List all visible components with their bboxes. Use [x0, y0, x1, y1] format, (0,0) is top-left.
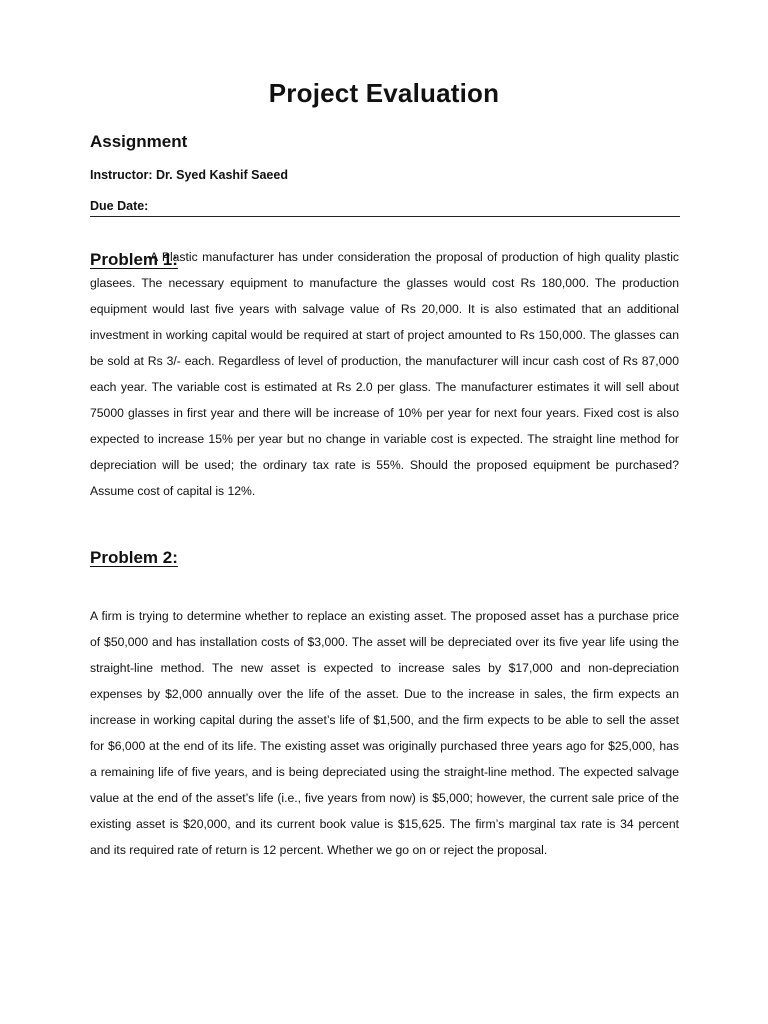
- problem-2-text: A firm is trying to determine whether to replace an existing asset. The proposed asset has a purchase price of $50,000 and has installation costs of $3,000. The asset will be depreciated over its five year life using the straight-line method. The new asset is expected to increase sales by $17,000 and non-depreciation expenses by $2,000 annually over the life of the asset. Due to the increase in sales, the firm expects an increase in working capital during the asset’s life of $1,500, and the firm expects to be able to sell the asset for $6,000 at the end of its life. The existing asset was originally purchased three years ago for $25,000, has a remaining life of five years, and is being depreciated using the straight-line method. The expected salvage value at the end of the asset’s life (i.e., five years from now) is $5,000; however, the current sale price of the existing asset is $20,000, and its current book value is $15,625. The firm’s marginal tax rate is 34 percent and its required rate of return is 12 percent. Whether we go on or reject the proposal.: [90, 609, 679, 857]
- problem-2-heading: Problem 2:: [90, 548, 178, 567]
- due-date-line: Due Date:: [90, 199, 149, 213]
- problem-1-text: A Plastic manufacturer has under consideration the proposal of production of high quality plastic glasees. The necessary equipment to manufacture the glasses would cost Rs 180,000. The production equipment would last five years with salvage value of Rs 20,000. It is also estimated that an additional investment in working capital would be required at start of project amounted to Rs 150,000. The glasses can be sold at Rs 3/- each. Regardless of level of production, the manufacturer will incur cash cost of Rs 87,000 each year. The variable cost is estimated at Rs 2.0 per glass. The manufacturer estimates it will sell about 75000 glasses in first year and there will be increase of 10% per year for next four years. Fixed cost is also expected to increase 15% per year but no change in variable cost is expected. The straight line method for depreciation will be used; the ordinary tax rate is 55%. Should the proposed equipment be purchased? Assume cost of capital is 12%.: [90, 250, 679, 498]
- assignment-subtitle: Assignment: [90, 132, 188, 151]
- header-divider: [90, 216, 680, 217]
- document-title: Project Evaluation: [268, 78, 500, 108]
- instructor-line: Instructor: Dr. Syed Kashif Saeed: [90, 168, 288, 182]
- problem-1-heading: Problem 1:: [90, 250, 178, 269]
